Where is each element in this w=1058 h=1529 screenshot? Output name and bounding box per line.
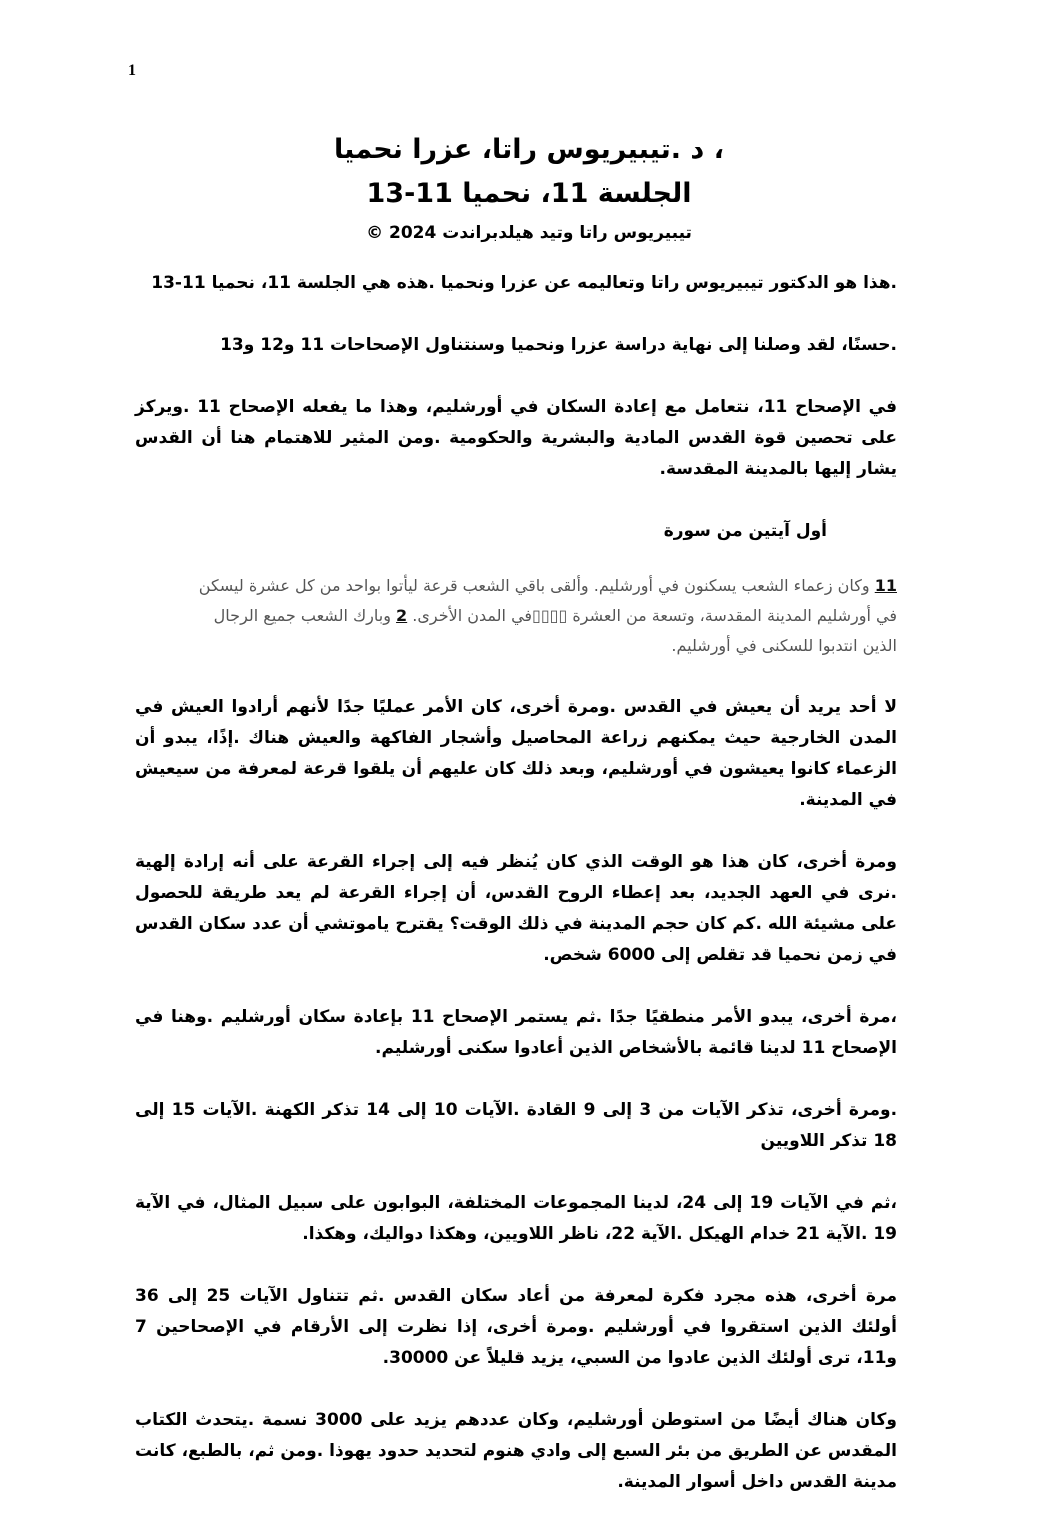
paragraph-divine-will: ومرة أخرى، كان هذا هو الوقت الذي كان يُنظر فيه إلى إجراء القرعة على أنه إرادة إلهية .نرى في العهد الجديد، بعد إعطاء الروح القدس، أن إجراء القرعة لم يعد طريقة للحصول على مشيئة الله .كم كان حجم المدينة في ذلك الوقت؟ يقترح ياموتشي أن عدد سكان القدس في زمن نحميا قد تقلص إلى 6000 شخص. (135, 852, 897, 965)
verse-text: وكان زعماء الشعب يسكنون في أورشليم. وألقى باقي الشعب قرعة ليأتوا بواحد من كل عشرة ليسكن في أورشليم المدينة المقدسة، وتسعة من العشرة ▯▯▯▯في المدن الأخرى. (198, 576, 897, 625)
document-header (0, 128, 1058, 248)
verse-text: وبارك الشعب جميع الرجال الذين انتدبوا للسكنى في أورشليم. (213, 606, 897, 655)
session-title: الجلسة 11، نحميا 11-13 (366, 178, 692, 209)
paragraph-settlers: وكان هناك أيضًا من استوطن أورشليم، وكان عددهم يزيد على 3000 نسمة .يتحدث الكتاب المقدس عن الطريق من بئر السبع إلى وادي هنوم لتحديد حدود يهوذا .ومن ثم، بالطبع، كانت مدينة القدس داخل أسوار المدينة. (135, 1410, 897, 1492)
paragraph-numbers: مرة أخرى، هذه مجرد فكرة لمعرفة من أعاد سكان القدس .ثم تتناول الآيات 25 إلى 36 أولئك الذين استقروا في أورشليم .ومرة أخرى، إذا نظرت إلى الأرقام في الإصحاحين 7 و11، ترى أولئك الذين عادوا من السبي، يزيد قليلاً عن 30000. (135, 1286, 897, 1368)
paragraph-chapter-11: في الإصحاح 11، نتعامل مع إعادة السكان في أورشليم، وهذا ما يفعله الإصحاح 11 .ويركز على تحصين قوة القدس المادية والبشرية والحكومية .ومن المثير للاهتمام هنا أن القدس يشار إليها بالمدينة المقدسة. (135, 397, 897, 479)
verse-number-link[interactable]: 11 (874, 576, 897, 595)
verse-number-link[interactable]: 2 (396, 606, 408, 625)
paragraph-intro: .هذا هو الدكتور تيبيريوس راتا وتعاليمه عن عزرا ونحميا .هذه هي الجلسة 11، نحميا 11-13 (151, 273, 897, 293)
copyright-line: تيبيريوس راتا وتيد هيلدبراندت 2024 © (366, 223, 692, 243)
paragraph-lots: لا أحد يريد أن يعيش في القدس .ومرة أخرى، كان الأمر عمليًا جدًا لأنهم أرادوا العيش في المدن الخارجية حيث يمكنهم زراعة المحاصيل وأشجار الفاكهة والعيش هناك .إذًا، يبدو أن الزعماء كانوا يعيشون في أورشليم، وبعد ذلك كان عليهم أن يلقوا قرعة لمعرفة من سيعيش في المدينة. (135, 697, 897, 810)
scripture-quote (135, 571, 897, 661)
document-body (135, 268, 897, 1529)
paragraph-leaders: .ومرة أخرى، تذكر الآيات من 3 إلى 9 القادة .الآيات 10 إلى 14 تذكر الكهنة .الآيات 15 إلى 18 تذكر اللاويين (135, 1100, 898, 1151)
paragraph-groups: ،ثم في الآيات 19 إلى 24، لدينا المجموعات المختلفة، البوابون على سبيل المثال، في الآية 19 .الآية 21 خدام الهيكل .الآية 22، ناظر اللاويين، وهكذا دواليك، وهكذا. (135, 1193, 897, 1244)
page-number: 1 (128, 62, 136, 79)
paragraph-repopulation: ،مرة أخرى، يبدو الأمر منطقيًا جدًا .ثم يستمر الإصحاح 11 بإعادة سكان أورشليم .وهنا في الإصحاح 11 لدينا قائمة بالأشخاص الذين أعادوا سكنى أورشليم. (135, 1007, 897, 1058)
document-title: ، د .تيبيريوس راتا، عزرا نحميا (334, 134, 724, 165)
scripture-label: أول آيتين من سورة (663, 521, 827, 541)
paragraph-overview: .حسنًا، لقد وصلنا إلى نهاية دراسة عزرا ونحميا وسنتناول الإصحاحات 11 و12 و13 (220, 335, 897, 355)
